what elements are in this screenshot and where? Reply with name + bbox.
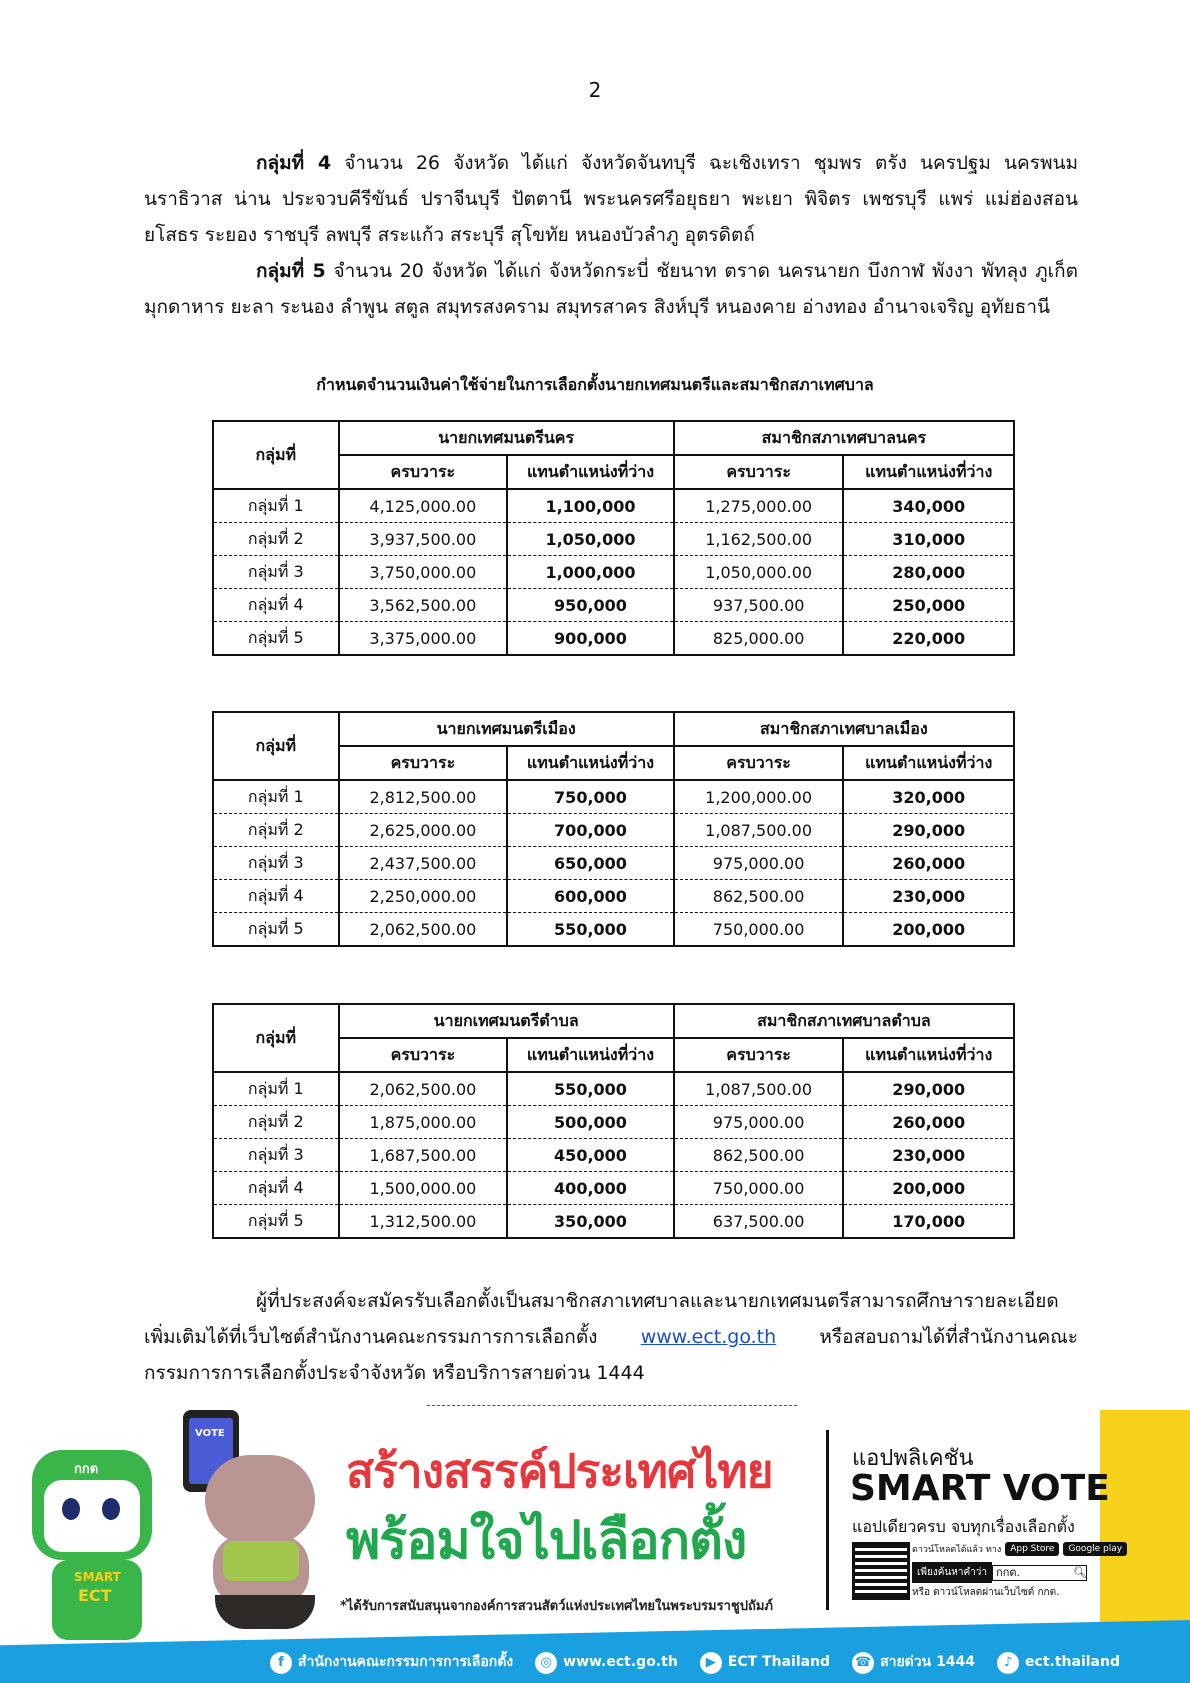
- table-header-row: [213, 712, 1014, 746]
- value-cell: 750,000.00: [674, 1172, 844, 1205]
- value-cell: 3,750,000.00: [339, 556, 508, 589]
- value-cell: 1,000,000: [507, 556, 674, 589]
- value-cell: 200,000: [843, 913, 1014, 947]
- mascot-tag-line2: ECT: [78, 1586, 112, 1605]
- footer-web-label: www.ect.go.th: [563, 1653, 678, 1670]
- value-cell: 937,500.00: [674, 589, 844, 622]
- value-cell: 862,500.00: [674, 880, 844, 913]
- table-caption: กำหนดจำนวนเงินค่าใช้จ่ายในการเลือกตั้งนายกเทศมนตรีและสมาชิกสภาเทศบาล: [316, 375, 874, 394]
- tiktok-icon: ♪: [997, 1652, 1019, 1674]
- value-cell: 550,000: [507, 1072, 674, 1106]
- value-cell: 200,000: [843, 1172, 1014, 1205]
- group-header: กลุ่มที่: [213, 1004, 339, 1072]
- value-cell: 230,000: [843, 880, 1014, 913]
- mascot-hat-text: กกต: [74, 1462, 99, 1477]
- mayor-header: นายกเทศมนตรีตำบล: [339, 1004, 674, 1038]
- group-cell: กลุ่มที่ 2: [213, 814, 339, 847]
- value-cell: 3,937,500.00: [339, 523, 508, 556]
- council-header: สมาชิกสภาเทศบาลเมือง: [674, 712, 1014, 746]
- group-cell: กลุ่มที่ 3: [213, 847, 339, 880]
- value-cell: 900,000: [507, 622, 674, 656]
- subheader-cell: ครบวาระ: [339, 455, 508, 489]
- ect-banner: [0, 1410, 1190, 1683]
- value-cell: 280,000: [843, 556, 1014, 589]
- value-cell: 1,500,000.00: [339, 1172, 508, 1205]
- search-label: เพียงค้นหาคำว่า: [912, 1562, 992, 1583]
- value-cell: 862,500.00: [674, 1139, 844, 1172]
- banner-footer-bar: [0, 1642, 1190, 1683]
- value-cell: 450,000: [507, 1139, 674, 1172]
- phone-call-icon: ☎: [852, 1652, 874, 1674]
- table-header-row: [213, 1004, 1014, 1038]
- value-cell: 260,000: [843, 1106, 1014, 1139]
- page-number: 2: [588, 78, 602, 102]
- value-cell: 2,437,500.00: [339, 847, 508, 880]
- subheader-cell: แทนตำแหน่งที่ว่าง: [507, 746, 674, 780]
- subheader-cell: แทนตำแหน่งที่ว่าง: [843, 1038, 1014, 1072]
- app-label: แอปพลิเคชัน: [852, 1446, 974, 1471]
- value-cell: 3,375,000.00: [339, 622, 508, 656]
- subheader-cell: ครบวาระ: [674, 455, 844, 489]
- group-cell: กลุ่มที่ 5: [213, 622, 339, 656]
- value-cell: 825,000.00: [674, 622, 844, 656]
- ect-mascot-icon: [22, 1450, 172, 1640]
- group-cell: กลุ่มที่ 2: [213, 1106, 339, 1139]
- value-cell: 637,500.00: [674, 1205, 844, 1239]
- table-row: [213, 913, 1014, 947]
- value-cell: 260,000: [843, 847, 1014, 880]
- value-cell: 290,000: [843, 814, 1014, 847]
- group4-label: กลุ่มที่ 4: [256, 152, 332, 174]
- value-cell: 950,000: [507, 589, 674, 622]
- subheader-cell: ครบวาระ: [674, 1038, 844, 1072]
- value-cell: 1,100,000: [507, 489, 674, 523]
- value-cell: 1,200,000.00: [674, 780, 844, 814]
- subheader-cell: ครบวาระ: [674, 746, 844, 780]
- subheader-cell: แทนตำแหน่งที่ว่าง: [507, 455, 674, 489]
- hippo-pot: [215, 1595, 315, 1629]
- group-header: กลุ่มที่: [213, 712, 339, 780]
- closing-paragraph: [144, 1283, 1078, 1391]
- value-cell: 350,000: [507, 1205, 674, 1239]
- value-cell: 290,000: [843, 1072, 1014, 1106]
- value-cell: 1,087,500.00: [674, 1072, 844, 1106]
- download-label: ดาวน์โหลดได้แล้ว ทาง: [912, 1545, 1002, 1555]
- council-header: สมาชิกสภาเทศบาลนคร: [674, 421, 1014, 455]
- download-web-text: หรือ ดาวน์โหลดผ่านเว็บไซต์ กกต.: [912, 1587, 1060, 1598]
- table-header-row: [213, 421, 1014, 455]
- footer-tiktok[interactable]: [997, 1652, 1120, 1674]
- banner-headline-1: สร้างสรรค์ประเทศไทย: [346, 1444, 773, 1498]
- value-cell: 1,312,500.00: [339, 1205, 508, 1239]
- table-row: [213, 523, 1014, 556]
- google-play-badge[interactable]: Google play: [1063, 1542, 1127, 1556]
- app-name: SMART VOTE: [850, 1468, 1110, 1509]
- group-cell: กลุ่มที่ 4: [213, 589, 339, 622]
- value-cell: 320,000: [843, 780, 1014, 814]
- mascot-tag-line1: SMART: [74, 1570, 121, 1584]
- table-row: [213, 814, 1014, 847]
- mascot-eye-left: [62, 1498, 80, 1520]
- value-cell: 1,875,000.00: [339, 1106, 508, 1139]
- group4-text: จำนวน 26 จังหวัด ได้แก่ จังหวัดจันทบุรี ฉะเชิงเทรา ชุมพร ตรัง นครปฐม นครพนม นราธิวาส น่าน ประจวบคีรีขันธ์ ปราจีนบุรี ปัตตานี พระนครศรีอยุธยา พะเยา พิจิตร เพชรบุรี แพร่ แม่ฮ่องสอน ยโสธร ระยอง ราชบุรี ลพบุรี สระแก้ว สระบุรี สุโขทัย หนองบัวลำภู อุตรดิตถ์: [144, 152, 1078, 246]
- hippo-vest: [223, 1541, 299, 1581]
- section-divider: [427, 1405, 797, 1406]
- table-row: [213, 1139, 1014, 1172]
- table-row: [213, 1205, 1014, 1239]
- value-cell: 3,562,500.00: [339, 589, 508, 622]
- value-cell: 400,000: [507, 1172, 674, 1205]
- hippo-mascot-icon: [195, 1455, 325, 1630]
- value-cell: 230,000: [843, 1139, 1014, 1172]
- value-cell: 220,000: [843, 622, 1014, 656]
- footer-website[interactable]: [535, 1652, 678, 1674]
- value-cell: 170,000: [843, 1205, 1014, 1239]
- group-cell: กลุ่มที่ 4: [213, 1172, 339, 1205]
- value-cell: 2,062,500.00: [339, 913, 508, 947]
- group-cell: กลุ่มที่ 5: [213, 913, 339, 947]
- footer-org-label: สำนักงานคณะกรรมการการเลือกตั้ง: [297, 1654, 514, 1670]
- table-row: [213, 880, 1014, 913]
- value-cell: 1,050,000: [507, 523, 674, 556]
- closing-text-after: หรือสอบถามได้ที่สำนักงานคณะกรรมการการเลือกตั้งประจำจังหวัด หรือบริการสายด่วน 1444: [144, 1326, 1078, 1384]
- value-cell: 2,625,000.00: [339, 814, 508, 847]
- value-cell: 500,000: [507, 1106, 674, 1139]
- group5-paragraph: [144, 253, 1078, 325]
- value-cell: 1,687,500.00: [339, 1139, 508, 1172]
- table-row: [213, 622, 1014, 656]
- closing-text-before: ผู้ที่ประสงค์จะสมัครรับเลือกตั้งเป็นสมาชิกสภาเทศบาลและนายกเทศมนตรีสามารถศึกษารายละเอียดเพิ่มเติมได้ที่เว็บไซต์สำนักงานคณะกรรมการการเลือกตั้ง: [144, 1290, 1059, 1348]
- group-cell: กลุ่มที่ 3: [213, 556, 339, 589]
- subheader-cell: แทนตำแหน่งที่ว่าง: [507, 1038, 674, 1072]
- subheader-cell: ครบวาระ: [339, 1038, 508, 1072]
- group5-label: กลุ่มที่ 5: [256, 260, 326, 282]
- group-cell: กลุ่มที่ 1: [213, 489, 339, 523]
- banner-separator: [826, 1430, 829, 1610]
- footer-youtube[interactable]: [700, 1652, 830, 1674]
- group-cell: กลุ่มที่ 4: [213, 880, 339, 913]
- globe-icon: ◎: [535, 1652, 557, 1674]
- subheader-cell: แทนตำแหน่งที่ว่าง: [843, 455, 1014, 489]
- value-cell: 550,000: [507, 913, 674, 947]
- footer-yt-label: ECT Thailand: [727, 1653, 831, 1670]
- search-icon: 🔍︎: [1073, 1566, 1087, 1579]
- mayor-header: นายกเทศมนตรีเมือง: [339, 712, 674, 746]
- mascot-eye-right: [102, 1498, 120, 1520]
- value-cell: 600,000: [507, 880, 674, 913]
- budget-table-city: [212, 420, 1015, 656]
- search-hint: [912, 1562, 1087, 1583]
- app-tagline: แอปเดียวครบ จบทุกเรื่องเลือกตั้ง: [852, 1517, 1075, 1536]
- value-cell: 1,275,000.00: [674, 489, 844, 523]
- group-cell: กลุ่มที่ 5: [213, 1205, 339, 1239]
- footer-facebook[interactable]: [270, 1651, 513, 1674]
- phone-screen-text: VOTE: [195, 1428, 225, 1439]
- table-row: [213, 489, 1014, 523]
- group4-paragraph: [144, 145, 1078, 253]
- group5-text: จำนวน 20 จังหวัด ได้แก่ จังหวัดกระบี่ ชัยนาท ตราด นครนายก บึงกาฬ พังงา พัทลุง ภูเก็ต มุกดาหาร ยะลา ระนอง ลำพูน สตูล สมุทรสงคราม สมุทรสาคร สิงห์บุรี หนองคาย อ่างทอง อำนาจเจริญ อุทัยธานี: [144, 260, 1078, 318]
- value-cell: 340,000: [843, 489, 1014, 523]
- search-box: กกต.: [992, 1565, 1087, 1581]
- mayor-header: นายกเทศมนตรีนคร: [339, 421, 674, 455]
- value-cell: 750,000: [507, 780, 674, 814]
- value-cell: 975,000.00: [674, 847, 844, 880]
- value-cell: 2,250,000.00: [339, 880, 508, 913]
- council-header: สมาชิกสภาเทศบาลตำบล: [674, 1004, 1014, 1038]
- facebook-icon: f: [270, 1652, 292, 1674]
- budget-table-subdistrict: [212, 1003, 1015, 1239]
- table-row: [213, 1072, 1014, 1106]
- download-row: [912, 1542, 1127, 1556]
- table-row: [213, 1106, 1014, 1139]
- app-store-badge[interactable]: App Store: [1005, 1542, 1059, 1556]
- value-cell: 750,000.00: [674, 913, 844, 947]
- ect-website-link[interactable]: www.ect.go.th: [640, 1326, 777, 1348]
- group-cell: กลุ่มที่ 1: [213, 780, 339, 814]
- table-row: [213, 780, 1014, 814]
- table-row: [213, 847, 1014, 880]
- youtube-icon: ▶: [700, 1652, 722, 1674]
- value-cell: 700,000: [507, 814, 674, 847]
- footer-hotline-label: สายด่วน 1444: [880, 1654, 976, 1670]
- table-row: [213, 589, 1014, 622]
- hippo-head: [205, 1455, 315, 1545]
- value-cell: 1,050,000.00: [674, 556, 844, 589]
- footer-hotline[interactable]: [852, 1651, 975, 1674]
- table-row: [213, 556, 1014, 589]
- value-cell: 1,087,500.00: [674, 814, 844, 847]
- budget-table-town: [212, 711, 1015, 947]
- subheader-cell: แทนตำแหน่งที่ว่าง: [843, 746, 1014, 780]
- banner-headline-2: พร้อมใจไปเลือกตั้ง: [346, 1511, 747, 1571]
- table-row: [213, 1172, 1014, 1205]
- value-cell: 2,062,500.00: [339, 1072, 508, 1106]
- group-cell: กลุ่มที่ 2: [213, 523, 339, 556]
- value-cell: 310,000: [843, 523, 1014, 556]
- value-cell: 2,812,500.00: [339, 780, 508, 814]
- group-cell: กลุ่มที่ 1: [213, 1072, 339, 1106]
- value-cell: 975,000.00: [674, 1106, 844, 1139]
- group-cell: กลุ่มที่ 3: [213, 1139, 339, 1172]
- value-cell: 4,125,000.00: [339, 489, 508, 523]
- mascot-face: [44, 1480, 140, 1552]
- value-cell: 250,000: [843, 589, 1014, 622]
- footer-tiktok-label: ect.thailand: [1025, 1653, 1120, 1670]
- subheader-cell: ครบวาระ: [339, 746, 508, 780]
- value-cell: 1,162,500.00: [674, 523, 844, 556]
- group-header: กลุ่มที่: [213, 421, 339, 489]
- qr-code-icon[interactable]: [852, 1542, 910, 1600]
- banner-sponsor-note: *ได้รับการสนับสนุนจากองค์การสวนสัตว์แห่งประเทศไทยในพระบรมราชูปถัมภ์: [340, 1599, 773, 1614]
- value-cell: 650,000: [507, 847, 674, 880]
